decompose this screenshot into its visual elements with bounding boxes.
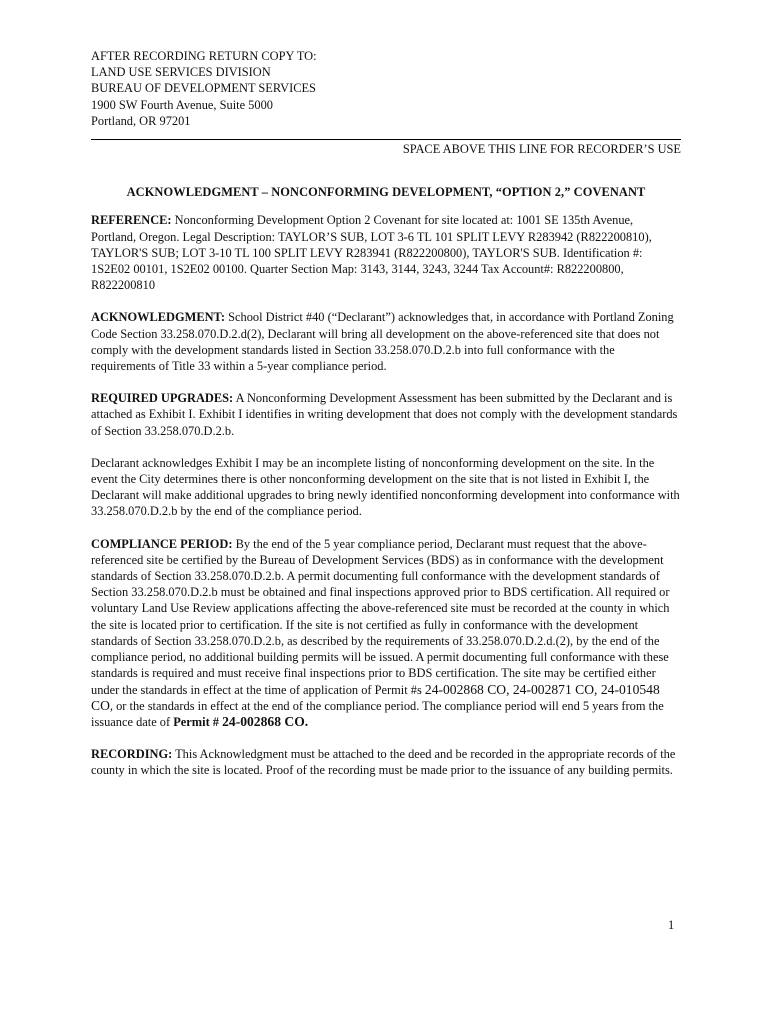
recording-text: This Acknowledgment must be attached to the deed and be recorded in the appropriate records of the county in which the site is located. Proof of the recording must be made prior to the issuance of any building permits. [91, 747, 676, 778]
acknowledgment-paragraph [91, 309, 681, 374]
required-upgrades-text: A Nonconforming Development Assessment has been submitted by the Declarant and is attached as Exhibit I. Exhibit I identifies in writing development that does not comply with the development standards of Section 33.258.070.D.2.b. [91, 391, 678, 438]
address-line: BUREAU OF DEVELOPMENT SERVICES [91, 81, 316, 96]
required-upgrades-label: REQUIRED UPGRADES: [91, 391, 234, 406]
reference-paragraph [91, 212, 681, 293]
recording-label: RECORDING: [91, 747, 173, 762]
declarant-paragraph: Declarant acknowledges Exhibit I may be an incomplete listing of nonconforming development on the site. In the event the City determines there is other nonconforming development on the site that is not listed in Exhibit I, the Declarant will make additional upgrades to bring newly identified nonconforming development into conformance with 33.258.070.D.2.b by the end of the compliance period. [91, 455, 680, 519]
document-title: ACKNOWLEDGMENT – NONCONFORMING DEVELOPMENT, “OPTION 2,” COVENANT [126, 185, 646, 200]
compliance-period-text: By the end of the 5 year compliance period, Declarant must request that the above-referenced site be certified by the Bureau of Development Services (BDS) as in conformance with the development standards of Section 33.258.070.D.2.b. A permit documenting full conformance with the development standards of Section 33.258.070.D.2.b must be obtained and final inspections approved prior to BDS certification. All required or voluntary Land Use Review applications affecting the above-referenced site must be recorded at the county in which the site is located prior to certification. If the site is not certified as fully in conformance with the development standards of Section 33.258.070.D.2.b, as described by the requirements of 33.258.070.D.2.d.(2), by the end of the compliance period, no additional building permits will be issued. A permit documenting full conformance with these standards is required and must receive final inspections prior to BDS certification. The site may be certified either under the standards in effect at the time of application of Permit #s [91, 536, 670, 697]
return-block [91, 48, 681, 129]
return-address [91, 64, 681, 129]
address-line: LAND USE SERVICES DIVISION [91, 65, 271, 80]
permit-numbers: 24-002868 CO, 24-002871 CO, 24-010548 CO [91, 681, 660, 713]
return-to-heading: AFTER RECORDING RETURN COPY TO: [91, 49, 317, 63]
required-upgrades-paragraph [91, 390, 681, 439]
address-line: 1900 SW Fourth Avenue, Suite 5000 [91, 97, 273, 112]
recorder-note: SPACE ABOVE THIS LINE FOR RECORDER’S USE [402, 142, 681, 157]
compliance-period-paragraph [91, 536, 681, 730]
reference-label: REFERENCE: [91, 213, 172, 228]
compliance-period-label: COMPLIANCE PERIOD: [91, 536, 233, 551]
permit-label: Permit # [173, 714, 223, 729]
compliance-period-text-end: , or the standards in effect at the end of the compliance period. The compliance period will end 5 years from the issuance date of [91, 698, 664, 729]
acknowledgment-label: ACKNOWLEDGMENT: [91, 310, 226, 325]
reference-text: Nonconforming Development Option 2 Covenant for site located at: 1001 SE 135th Avenue, Portland, Oregon. Legal Description: TAYLOR’S SUB, LOT 3-6 TL 101 SPLIT LEVY R283942 (R822200810), TAYLOR'S SUB; LOT 3-10 TL 100 SPLIT LEVY R283941 (R822200800), TAYLOR'S SUB. Identification #: 1S2E02 00101, 1S2E02 00100. Quarter Section Map: 3143, 3144, 3243, 3244 Tax Account#: R822200800, R822200810 [91, 213, 652, 293]
recording-paragraph [91, 746, 681, 778]
document-page [91, 48, 681, 779]
permit-number: 24-002868 CO. [222, 713, 309, 729]
acknowledgment-text: School District #40 (“Declarant”) acknowledges that, in accordance with Portland Zoning Code Section 33.258.070.D.2.d(2), Declarant will bring all development on the above-referenced site that does not comply with the development standards listed in Section 33.258.070.D.2.b into full conformance with the requirements of Title 33 within a 5-year compliance period. [91, 310, 674, 374]
recorder-space-divider [91, 139, 681, 157]
page-number: 1 [668, 918, 675, 932]
address-line: Portland, OR 97201 [91, 113, 191, 128]
